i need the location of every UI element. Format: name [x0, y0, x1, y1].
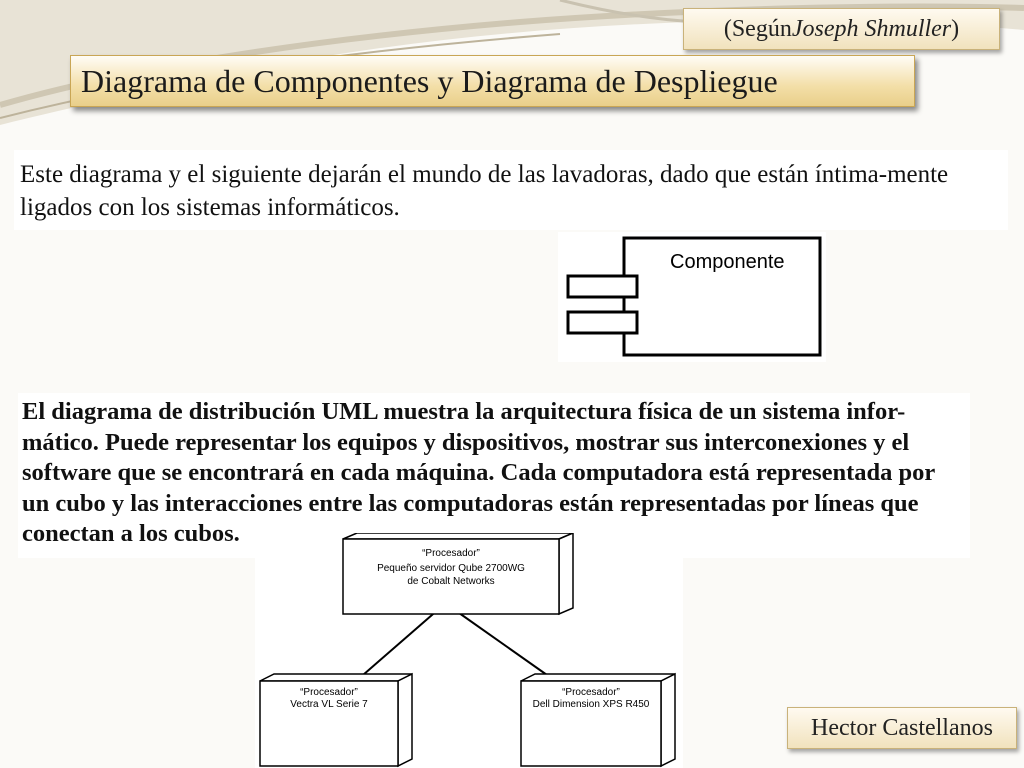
node-server: [343, 533, 573, 614]
node-dell: [521, 674, 675, 766]
node-vectra-line1: Vectra VL Serie 7: [290, 699, 368, 710]
credit-suffix: ): [951, 15, 960, 42]
connector-left: [363, 608, 440, 675]
component-label: Componente: [670, 251, 785, 273]
node-dell-stereotype: “Procesador”: [562, 687, 620, 698]
footer-author-text: Hector Castellanos: [811, 714, 993, 741]
component-port-top: [568, 276, 637, 297]
credit-prefix: (Según: [723, 15, 792, 42]
slide-title: [70, 55, 915, 107]
connector-right: [452, 608, 547, 675]
node-vectra-stereotype: “Procesador”: [300, 687, 358, 698]
component-diagram: [558, 232, 826, 362]
deployment-diagram: [255, 533, 683, 768]
intro-paragraph-box: [14, 150, 1008, 230]
credit-label: [683, 8, 1000, 50]
node-server-stereotype: “Procesador”: [422, 548, 480, 559]
intro-paragraph: Este diagrama y el siguiente dejarán el mundo de las lavadoras, dado que están íntima-mente ligados con los sistemas informáticos.: [20, 161, 949, 221]
node-vectra: [260, 674, 412, 766]
slide-title-text: Diagrama de Componentes y Diagrama de Despliegue: [81, 62, 778, 99]
deployment-paragraph: El diagrama de distribución UML muestra la arquitectura física de un sistema infor-mático. Puede representar los equipos y dispositivos, mostrar sus interconexiones y el software que se encontrará en cada máquina. Cada computadora está representada por un cubo y las interacciones entre las computadoras están representadas por líneas que conectan a los cubos.: [22, 398, 935, 547]
node-server-line2: de Cobalt Networks: [407, 576, 495, 587]
component-port-bottom: [568, 312, 637, 333]
node-server-line1: Pequeño servidor Qube 2700WG: [377, 563, 525, 574]
node-dell-line1: Dell Dimension XPS R450: [532, 699, 650, 710]
footer-author: [787, 707, 1017, 749]
credit-author: Joseph Shmuller: [791, 15, 952, 42]
